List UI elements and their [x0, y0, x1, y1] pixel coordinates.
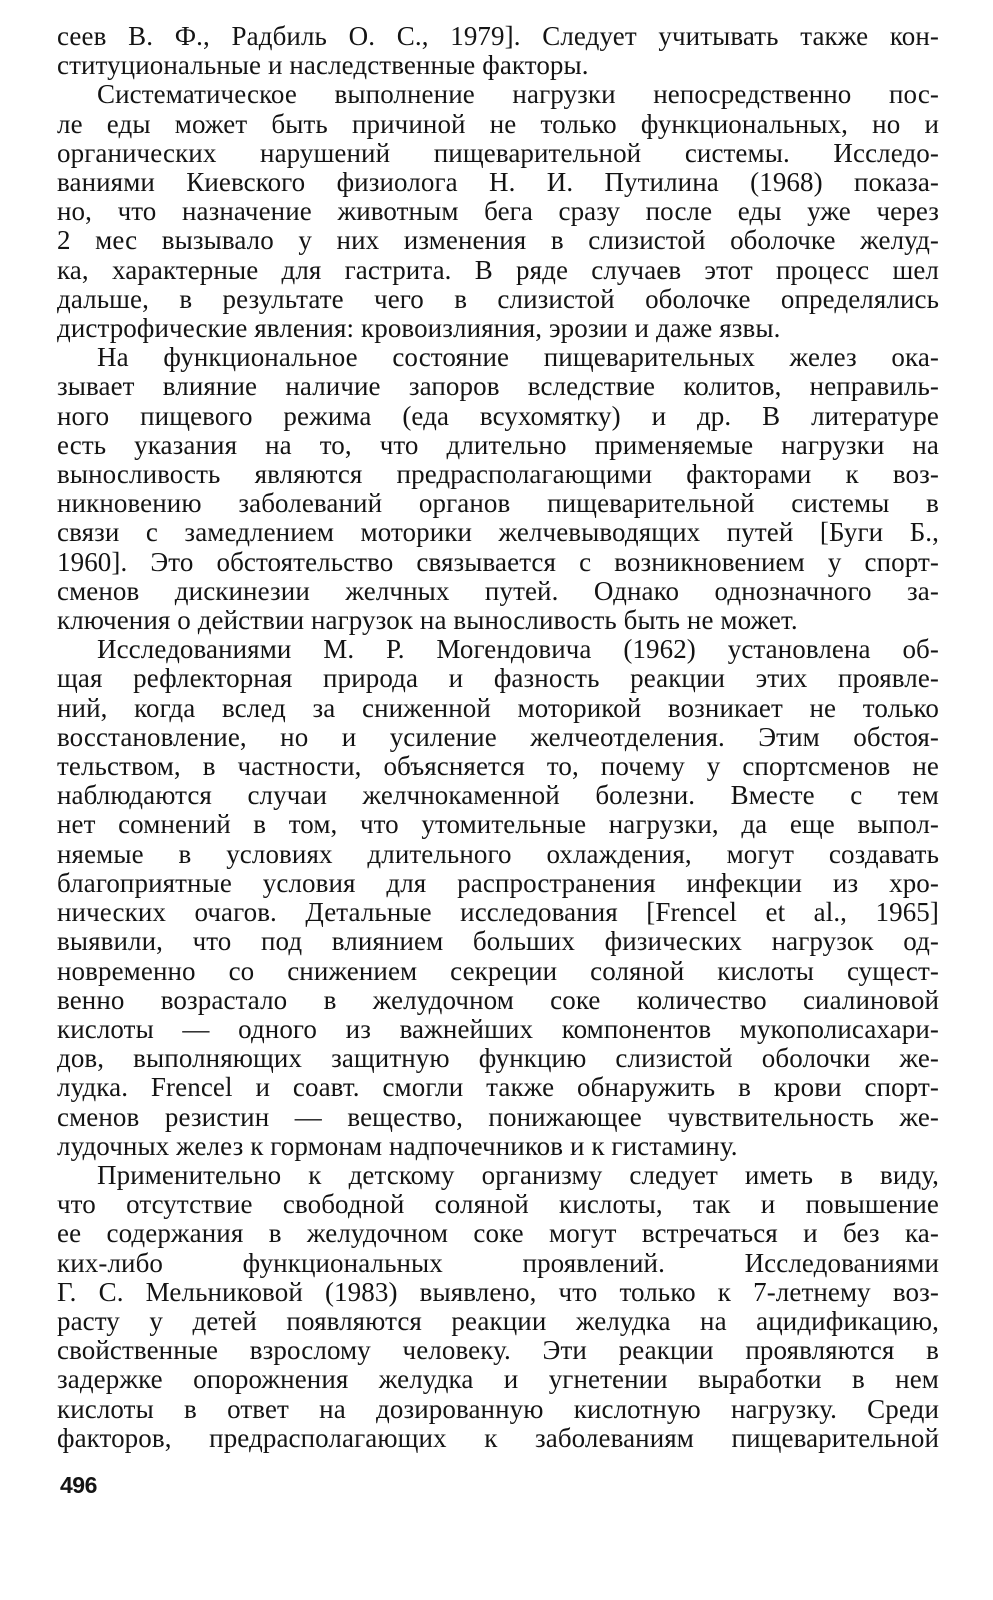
- text-line: связи с замедлением моторики желчевыводящих путей [Буги Б.,: [57, 517, 939, 548]
- text-line: венно возрастало в желудочном соке количество сиалиновой: [57, 984, 939, 1015]
- text-line: дистрофические явления: кровоизлияния, эрозии и даже язвы.: [57, 313, 781, 344]
- paragraph: [57, 635, 939, 1161]
- text-line: ее содержания в желудочном соке могут встречаться и без ка-: [57, 1218, 939, 1249]
- text-line: тельством, в частности, объясняется то, почему у спортсменов не: [57, 751, 939, 782]
- text-line: Систематическое выполнение нагрузки непосредственно пос-: [97, 79, 939, 110]
- page-body: [57, 22, 939, 1453]
- text-line: сеев В. Ф., Радбиль О. С., 1979]. Следует учитывать также кон-: [57, 21, 939, 51]
- text-line: восстановление, но и усиление желчеотделения. Этим обстоя-: [57, 721, 939, 752]
- text-line: но, что назначение животным бега сразу после еды уже через: [57, 196, 939, 227]
- text-line: ких-либо функциональных проявлений. Исследованиями: [57, 1247, 939, 1278]
- text-line: зывает влияние наличие запоров вследствие колитов, неправиль-: [57, 371, 939, 402]
- text-line: есть указания на то, что длительно применяемые нагрузки на: [57, 429, 939, 460]
- paragraph: [57, 1161, 939, 1453]
- text-line: ний, когда вслед за сниженной моторикой возникает не только: [57, 692, 939, 723]
- text-line: няемые в условиях длительного охлаждения, могут создавать: [57, 838, 939, 869]
- text-line: ка, характерные для гастрита. В ряде случаев этот процесс шел: [57, 254, 939, 285]
- text-line: свойственные взрослому человеку. Эти реакции проявляются в: [57, 1335, 939, 1366]
- text-line: ного пищевого режима (еда всухомятку) и др. В литературе: [57, 400, 939, 431]
- text-line: щая рефлекторная природа и фазность реакции этих проявле-: [57, 663, 939, 694]
- text-line: благоприятные условия для распространения инфекции из хро-: [57, 867, 939, 898]
- text-line: сменов дискинезии желчных путей. Однако однозначного за-: [57, 575, 939, 606]
- text-line: Исследованиями М. Р. Могендовича (1962) установлена об-: [97, 634, 939, 665]
- paragraph: [57, 343, 939, 635]
- text-line: факторов, предрасполагающих к заболеваниям пищеварительной: [57, 1422, 939, 1453]
- text-line: На функциональное состояние пищеварительных желез ока-: [97, 342, 939, 373]
- text-line: кислоты — одного из важнейших компонентов мукополисахари-: [57, 1013, 939, 1044]
- text-line: ле еды может быть причиной не только функциональных, но и: [57, 108, 939, 139]
- text-line: 2 мес вызывало у них изменения в слизистой оболочке желуд-: [57, 225, 939, 256]
- text-line: кислоты в ответ на дозированную кислотную нагрузку. Среди: [57, 1393, 939, 1424]
- text-line: 1960]. Это обстоятельство связывается с возникновением у спорт-: [57, 546, 939, 577]
- text-line: выносливость являются предрасполагающими факторами к воз-: [57, 459, 939, 490]
- text-line: задержке опорожнения желудка и угнетении выработки в нем: [57, 1364, 939, 1395]
- text-line: Г. С. Мельниковой (1983) выявлено, что только к 7-летнему воз-: [57, 1276, 939, 1307]
- text-line: органических нарушений пищеварительной системы. Исследо-: [57, 137, 939, 168]
- text-line: выявили, что под влиянием больших физических нагрузок од-: [57, 926, 939, 957]
- text-line: никновению заболеваний органов пищеварительной системы в: [57, 488, 939, 519]
- text-line: что отсутствие свободной соляной кислоты, так и повышение: [57, 1189, 939, 1220]
- page-number: 496: [60, 1472, 97, 1498]
- text-line: дов, выполняющих защитную функцию слизистой оболочки же-: [57, 1043, 939, 1074]
- text-line: дальше, в результате чего в слизистой оболочке определялись: [57, 283, 939, 314]
- text-line: наблюдаются случаи желчнокаменной болезни. Вместе с тем: [57, 780, 939, 811]
- text-line: нических очагов. Детальные исследования [Frencel et al., 1965]: [57, 897, 939, 928]
- paragraph: [57, 22, 939, 80]
- text-line: лудочных желез к гормонам надпочечников и к гистамину.: [57, 1130, 738, 1161]
- paragraph: [57, 80, 939, 343]
- text-line: ключения о действии нагрузок на выносливость быть не может.: [57, 605, 798, 636]
- text-line: новременно со снижением секреции соляной кислоты сущест-: [57, 955, 939, 986]
- text-line: сменов резистин — вещество, понижающее чувствительность же-: [57, 1101, 939, 1132]
- text-line: нет сомнений в том, что утомительные нагрузки, да еще выпол-: [57, 809, 939, 840]
- text-line: расту у детей появляются реакции желудка на ацидификацию,: [57, 1305, 939, 1336]
- text-line: Применительно к детскому организму следует иметь в виду,: [97, 1159, 939, 1190]
- text-line: ституциональные и наследственные факторы.: [57, 50, 589, 81]
- text-line: лудка. Frencel и соавт. смогли также обнаружить в крови спорт-: [57, 1072, 939, 1103]
- text-block: [57, 22, 939, 1453]
- text-line: ваниями Киевского физиолога Н. И. Путилина (1968) показа-: [57, 167, 939, 198]
